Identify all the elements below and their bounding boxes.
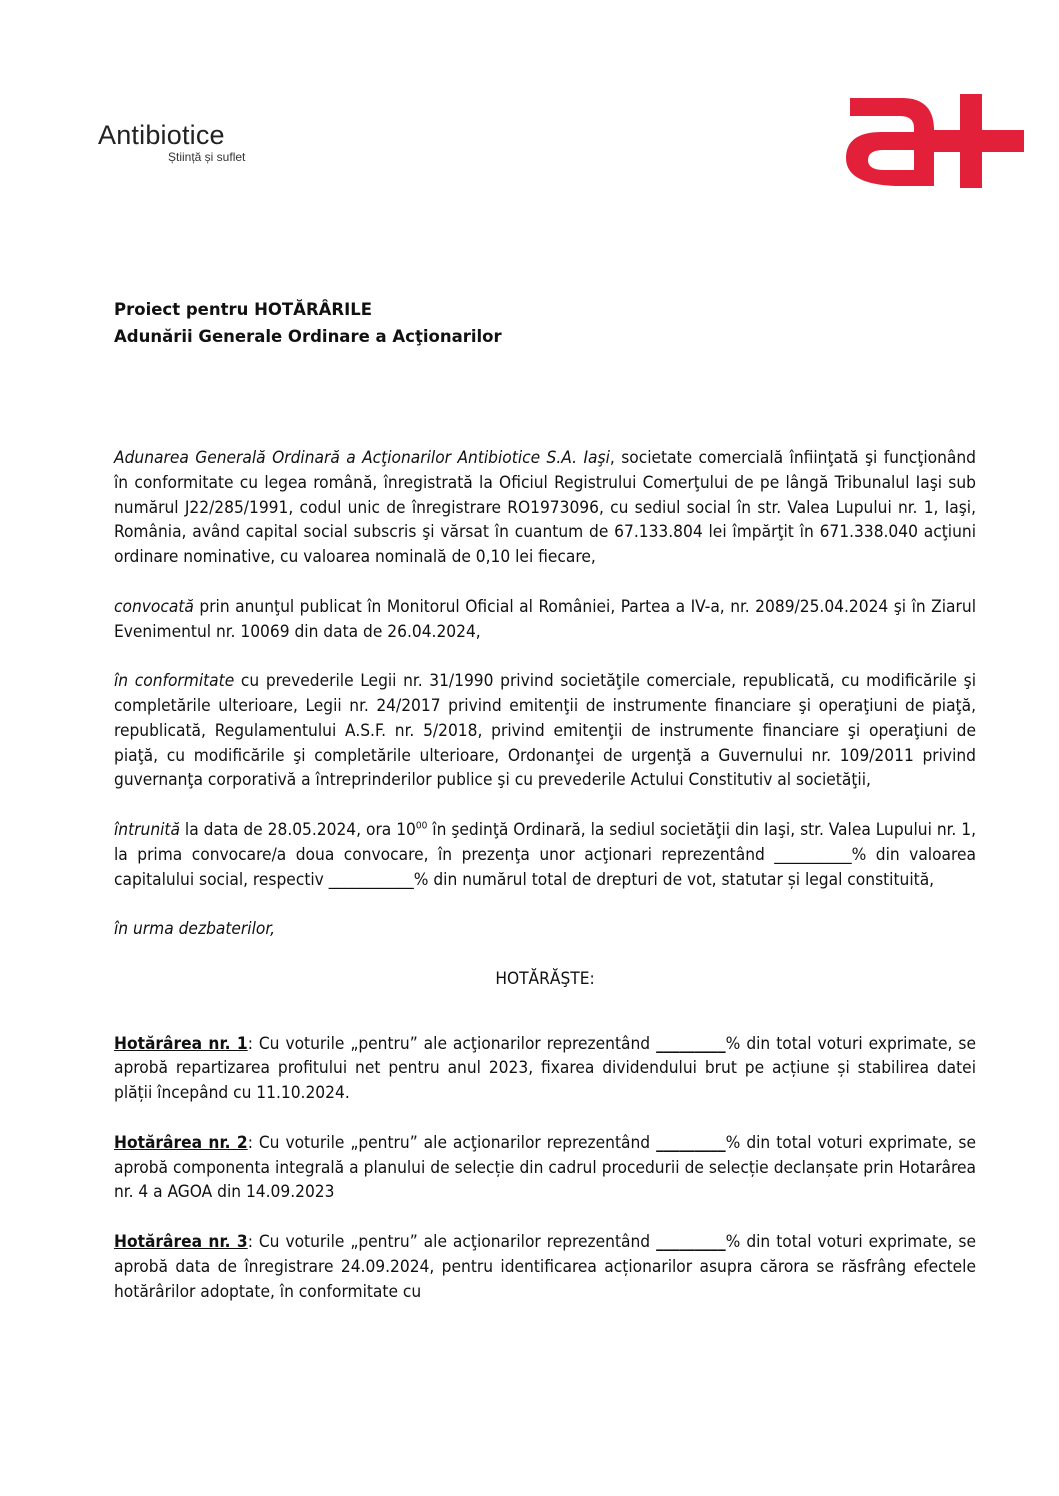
meeting-date: la data de 28.05.2024, ora 10 [179, 819, 416, 840]
conformity-paragraph [114, 669, 976, 793]
intro-subject-text: , societate comercială înfiinţată şi funcţionând în conformitate cu legea română, înregistrată la Oficiul Registrului Comerţului de pe lângă Tribunalul Iaşi sub numărul J22/285/1991, codul unic de înregistrare RO1973096, cu sediul social în str. Valea Lupului nr. 1, Iaşi, România, având capital social subscris şi vărsat în cuantum de 67.133.804 lei împărţit în 671.338.040 acţiuni ordinare nominative, cu valoarea nominală de 0,10 lei fiecare, [114, 448, 976, 568]
resolution-2 [114, 1131, 976, 1205]
intro-subject: Adunarea Generală Ordinară a Acţionarilor Antibiotice S.A. Iaşi [114, 448, 610, 468]
title-line-2: Adunării Generale Ordinare a Acţionarilor [114, 327, 502, 346]
convocation-text: prin anunţul publicat în Monitorul Oficial al României, Partea a IV-a, nr. 2089/25.04.2024 şi în Ziarul Evenimentul nr. 10069 din data de 26.04.2024, [114, 596, 976, 642]
a-plus-logo [842, 88, 1024, 190]
antibiotice-logo [98, 120, 245, 164]
vote-blank: _________ [656, 1033, 726, 1054]
conformity-label: în conformitate [114, 671, 235, 692]
meeting-label: întrunită [114, 819, 180, 840]
logo-name: Antibiotice [98, 120, 225, 150]
resolution-1 [114, 1032, 976, 1106]
resolution-text: % din total voturi exprimate, se aprobă componenta integrală a planului de selecție din cadrul procedurii de selecție declanșate prin Hotarârea nr. 4 a AGOA din 14.09.2023 [114, 1132, 976, 1203]
vote-blank: _________ [656, 1231, 726, 1252]
resolution-intro: : Cu voturile „pentru” ale acţionarilor reprezentând [247, 1033, 657, 1054]
resolution-text: % din total voturi exprimate, se aprobă repartizarea profitului net pentru anul 2023, fixarea dividendului brut pe acțiune și stabilirea datei plății începând cu 11.10.2024. [114, 1033, 976, 1104]
logo-tagline: Știință și suflet [168, 150, 246, 164]
conformity-text: cu prevederile Legii nr. 31/1990 privind societăţile comerciale, republicată, cu modificările şi completările ulterioare, Legii nr. 24/2017 privind emitenţii de instrumente financiare şi operaţiuni de piaţă, republicată, Regulamentului A.S.F. nr. 5/2018, privind emitenţii de instrumente financiare şi operaţiuni de piaţă, cu modificările şi completările ulterioare, Ordonanţei de urgenţă a Guvernului nr. 109/2011 privind guvernanţa corporativă a întreprinderilor publice şi cu prevederile Actului Constitutiv al societăţii, [114, 671, 976, 791]
debate-paragraph: în urma dezbaterilor, [114, 919, 276, 940]
resolution-title: Hotărârea nr. 1 [114, 1033, 248, 1054]
meeting-time-minutes: 00 [415, 820, 428, 832]
meeting-text: în şedinţă Ordinară, la sediul societăţii din Iaşi, str. Valea Lupului nr. 1, la prima convocare/a doua convocare, în prezenţa unor acţionari reprezentând __________% din valoarea capitalului social, respectiv ___________% din numărul total de drepturi de vot, statutar și legal constituită, [114, 819, 976, 890]
resolution-title: Hotărârea nr. 3 [114, 1231, 248, 1252]
convocation-label: convocată [114, 596, 194, 617]
resolution-title: Hotărârea nr. 2 [114, 1132, 248, 1153]
resolution-intro: : Cu voturile „pentru” ale acţionarilor reprezentând [247, 1132, 657, 1153]
decides-heading: HOTĂRĂŞTE: [495, 968, 595, 989]
convocation-paragraph [114, 595, 976, 645]
vote-blank: _________ [656, 1132, 726, 1153]
intro-paragraph [114, 446, 976, 570]
document-body [114, 446, 976, 1329]
meeting-paragraph [114, 818, 976, 892]
document-title [114, 296, 502, 350]
resolution-text: % din total voturi exprimate, se aprobă data de înregistrare 24.09.2024, pentru identificarea acționarilor asupra cărora se răsfrâng efectele hotărârilor adoptate, în conformitate cu [114, 1231, 976, 1302]
resolution-3 [114, 1230, 976, 1304]
title-line-1: Proiect pentru HOTĂRÂRILE [114, 300, 373, 319]
resolution-intro: : Cu voturile „pentru” ale acţionarilor reprezentând [247, 1231, 657, 1252]
